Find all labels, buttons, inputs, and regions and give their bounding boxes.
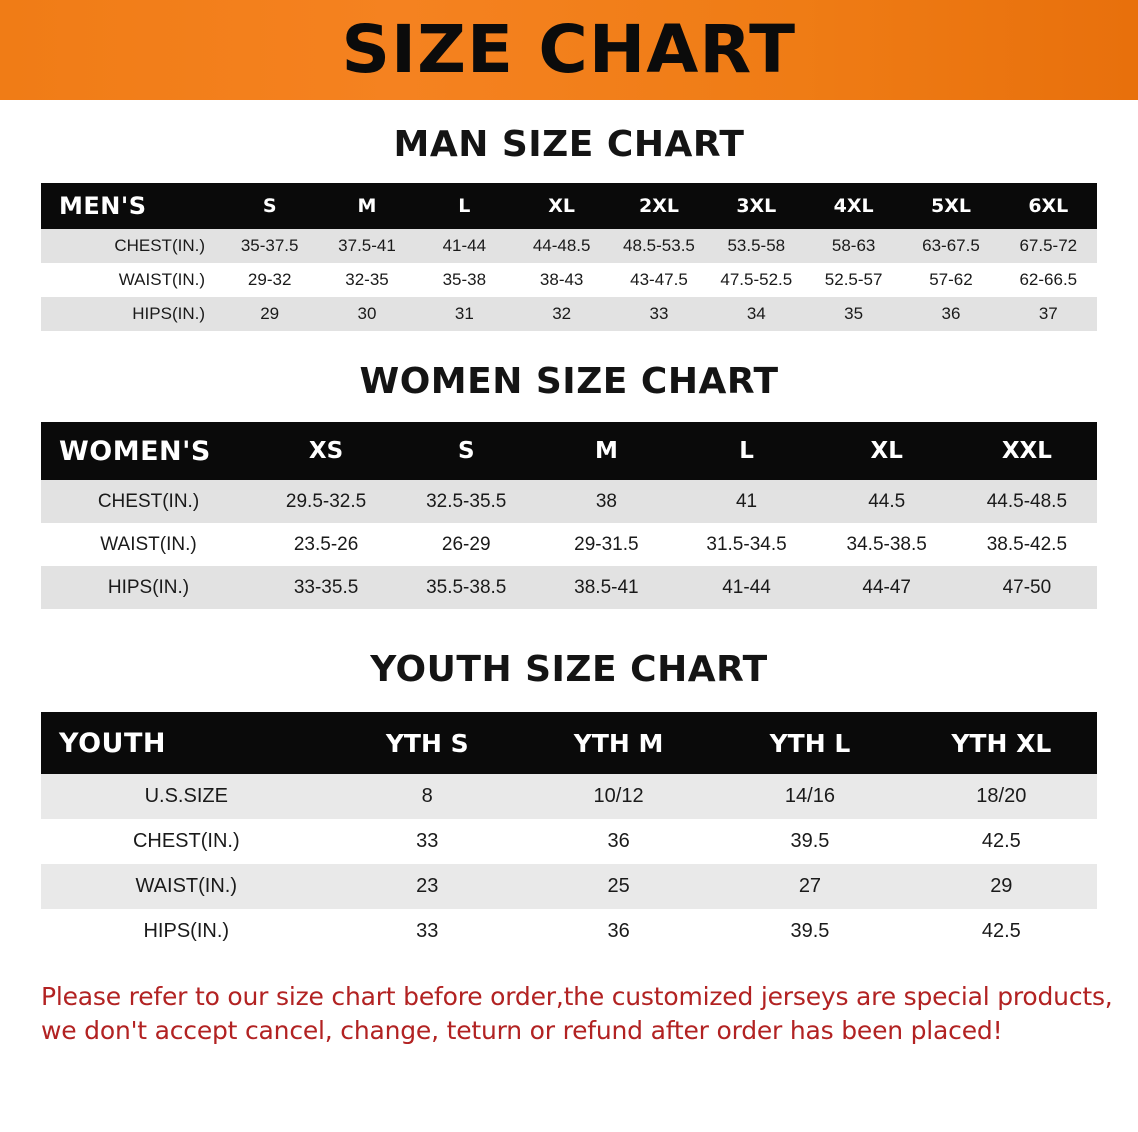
table-row — [41, 566, 1097, 609]
table-cell: 33 — [610, 297, 707, 331]
table-cell: 18/20 — [906, 774, 1097, 819]
table-cell: 36 — [902, 297, 999, 331]
table-header-row — [41, 183, 1097, 229]
table-cell: 35.5-38.5 — [396, 566, 536, 609]
column-header: L — [416, 183, 513, 229]
women-size-table-wrapper — [41, 422, 1097, 609]
table-cell: 35-38 — [416, 263, 513, 297]
table-header-row — [41, 712, 1097, 774]
column-header: 5XL — [902, 183, 999, 229]
table-cell: 29-32 — [221, 263, 318, 297]
table-cell: 29.5-32.5 — [256, 480, 396, 523]
table-cell: 27 — [714, 864, 905, 909]
column-header: 2XL — [610, 183, 707, 229]
table-cell: 33-35.5 — [256, 566, 396, 609]
table-row — [41, 263, 1097, 297]
table-row — [41, 774, 1097, 819]
man-size-table — [41, 183, 1097, 331]
table-cell: 43-47.5 — [610, 263, 707, 297]
policy-note-line-2: we don't accept cancel, change, teturn or refund after order has been placed! — [41, 1015, 1003, 1045]
row-label: WAIST(IN.) — [41, 864, 332, 909]
column-header: XXL — [957, 422, 1097, 480]
table-cell: 38-43 — [513, 263, 610, 297]
man-section-title: MAN SIZE CHART — [393, 124, 745, 165]
row-label: WAIST(IN.) — [41, 523, 256, 566]
table-cell: 30 — [318, 297, 415, 331]
table-cell: 41-44 — [416, 229, 513, 263]
table-cell: 38.5-42.5 — [957, 523, 1097, 566]
row-label: CHEST(IN.) — [41, 229, 221, 263]
table-cell: 29 — [906, 864, 1097, 909]
table-cell: 39.5 — [714, 909, 905, 954]
table-cell: 42.5 — [906, 819, 1097, 864]
column-header: XL — [817, 422, 957, 480]
table-cell: 31 — [416, 297, 513, 331]
table-cell: 23.5-26 — [256, 523, 396, 566]
page-title: SIZE CHART — [341, 11, 797, 88]
column-header: 4XL — [805, 183, 902, 229]
row-label: U.S.SIZE — [41, 774, 332, 819]
table-cell: 10/12 — [523, 774, 714, 819]
table-cell: 37 — [1000, 297, 1097, 331]
table-cell: 14/16 — [714, 774, 905, 819]
table-cell: 52.5-57 — [805, 263, 902, 297]
table-row — [41, 480, 1097, 523]
table-cell: 44-48.5 — [513, 229, 610, 263]
table-cell: 34.5-38.5 — [817, 523, 957, 566]
youth-section-title: YOUTH SIZE CHART — [370, 649, 768, 690]
youth-size-table — [41, 712, 1097, 954]
table-cell: 31.5-34.5 — [676, 523, 816, 566]
table-cell: 33 — [332, 819, 523, 864]
table-cell: 44-47 — [817, 566, 957, 609]
row-label: HIPS(IN.) — [41, 909, 332, 954]
youth-size-table-wrapper — [41, 712, 1097, 954]
table-cell: 44.5 — [817, 480, 957, 523]
header-banner — [0, 0, 1138, 100]
table-row — [41, 297, 1097, 331]
table-cell: 39.5 — [714, 819, 905, 864]
column-header: YTH M — [523, 712, 714, 774]
column-header: L — [676, 422, 816, 480]
women-size-table — [41, 422, 1097, 609]
column-header: 3XL — [708, 183, 805, 229]
column-header: S — [221, 183, 318, 229]
table-cell: 29-31.5 — [536, 523, 676, 566]
table-cell: 34 — [708, 297, 805, 331]
table-cell: 8 — [332, 774, 523, 819]
table-cell: 32.5-35.5 — [396, 480, 536, 523]
table-cell: 57-62 — [902, 263, 999, 297]
table-cell: 41 — [676, 480, 816, 523]
table-cell: 44.5-48.5 — [957, 480, 1097, 523]
table-cell: 36 — [523, 819, 714, 864]
row-label: HIPS(IN.) — [41, 566, 256, 609]
row-label: CHEST(IN.) — [41, 480, 256, 523]
table-cell: 47.5-52.5 — [708, 263, 805, 297]
table-cell: 32 — [513, 297, 610, 331]
table-cell: 26-29 — [396, 523, 536, 566]
row-label: WAIST(IN.) — [41, 263, 221, 297]
table-cell: 62-66.5 — [1000, 263, 1097, 297]
row-label: HIPS(IN.) — [41, 297, 221, 331]
table-cell: 32-35 — [318, 263, 415, 297]
table-cell: 29 — [221, 297, 318, 331]
table-cell: 36 — [523, 909, 714, 954]
column-header: XL — [513, 183, 610, 229]
table-cell: 41-44 — [676, 566, 816, 609]
table-row — [41, 229, 1097, 263]
column-header: M — [536, 422, 676, 480]
table-cell: 47-50 — [957, 566, 1097, 609]
table-cell: 38.5-41 — [536, 566, 676, 609]
column-header: 6XL — [1000, 183, 1097, 229]
table-cell: 35-37.5 — [221, 229, 318, 263]
column-header: YTH S — [332, 712, 523, 774]
table-cell: 25 — [523, 864, 714, 909]
table-row — [41, 864, 1097, 909]
women-section-title: WOMEN SIZE CHART — [359, 361, 779, 402]
table-cell: 37.5-41 — [318, 229, 415, 263]
row-label: CHEST(IN.) — [41, 819, 332, 864]
column-header: YTH XL — [906, 712, 1097, 774]
column-header: XS — [256, 422, 396, 480]
table-header-row — [41, 422, 1097, 480]
table-row — [41, 523, 1097, 566]
table-row — [41, 819, 1097, 864]
table-cell: 67.5-72 — [1000, 229, 1097, 263]
table-cell: 38 — [536, 480, 676, 523]
table-row — [41, 909, 1097, 954]
table-cell: 33 — [332, 909, 523, 954]
policy-note — [41, 980, 1113, 1048]
policy-note-line-1: Please refer to our size chart before order,the customized jerseys are special products, — [41, 982, 1113, 1011]
table-cell: 23 — [332, 864, 523, 909]
table-cell: 58-63 — [805, 229, 902, 263]
column-header: YOUTH — [41, 712, 332, 774]
table-cell: 53.5-58 — [708, 229, 805, 263]
column-header: S — [396, 422, 536, 480]
column-header: YTH L — [714, 712, 905, 774]
column-header: M — [318, 183, 415, 229]
man-size-table-wrapper — [41, 183, 1097, 331]
column-header: WOMEN'S — [41, 422, 256, 480]
table-cell: 35 — [805, 297, 902, 331]
table-cell: 48.5-53.5 — [610, 229, 707, 263]
table-cell: 63-67.5 — [902, 229, 999, 263]
table-cell: 42.5 — [906, 909, 1097, 954]
column-header: MEN'S — [41, 183, 221, 229]
